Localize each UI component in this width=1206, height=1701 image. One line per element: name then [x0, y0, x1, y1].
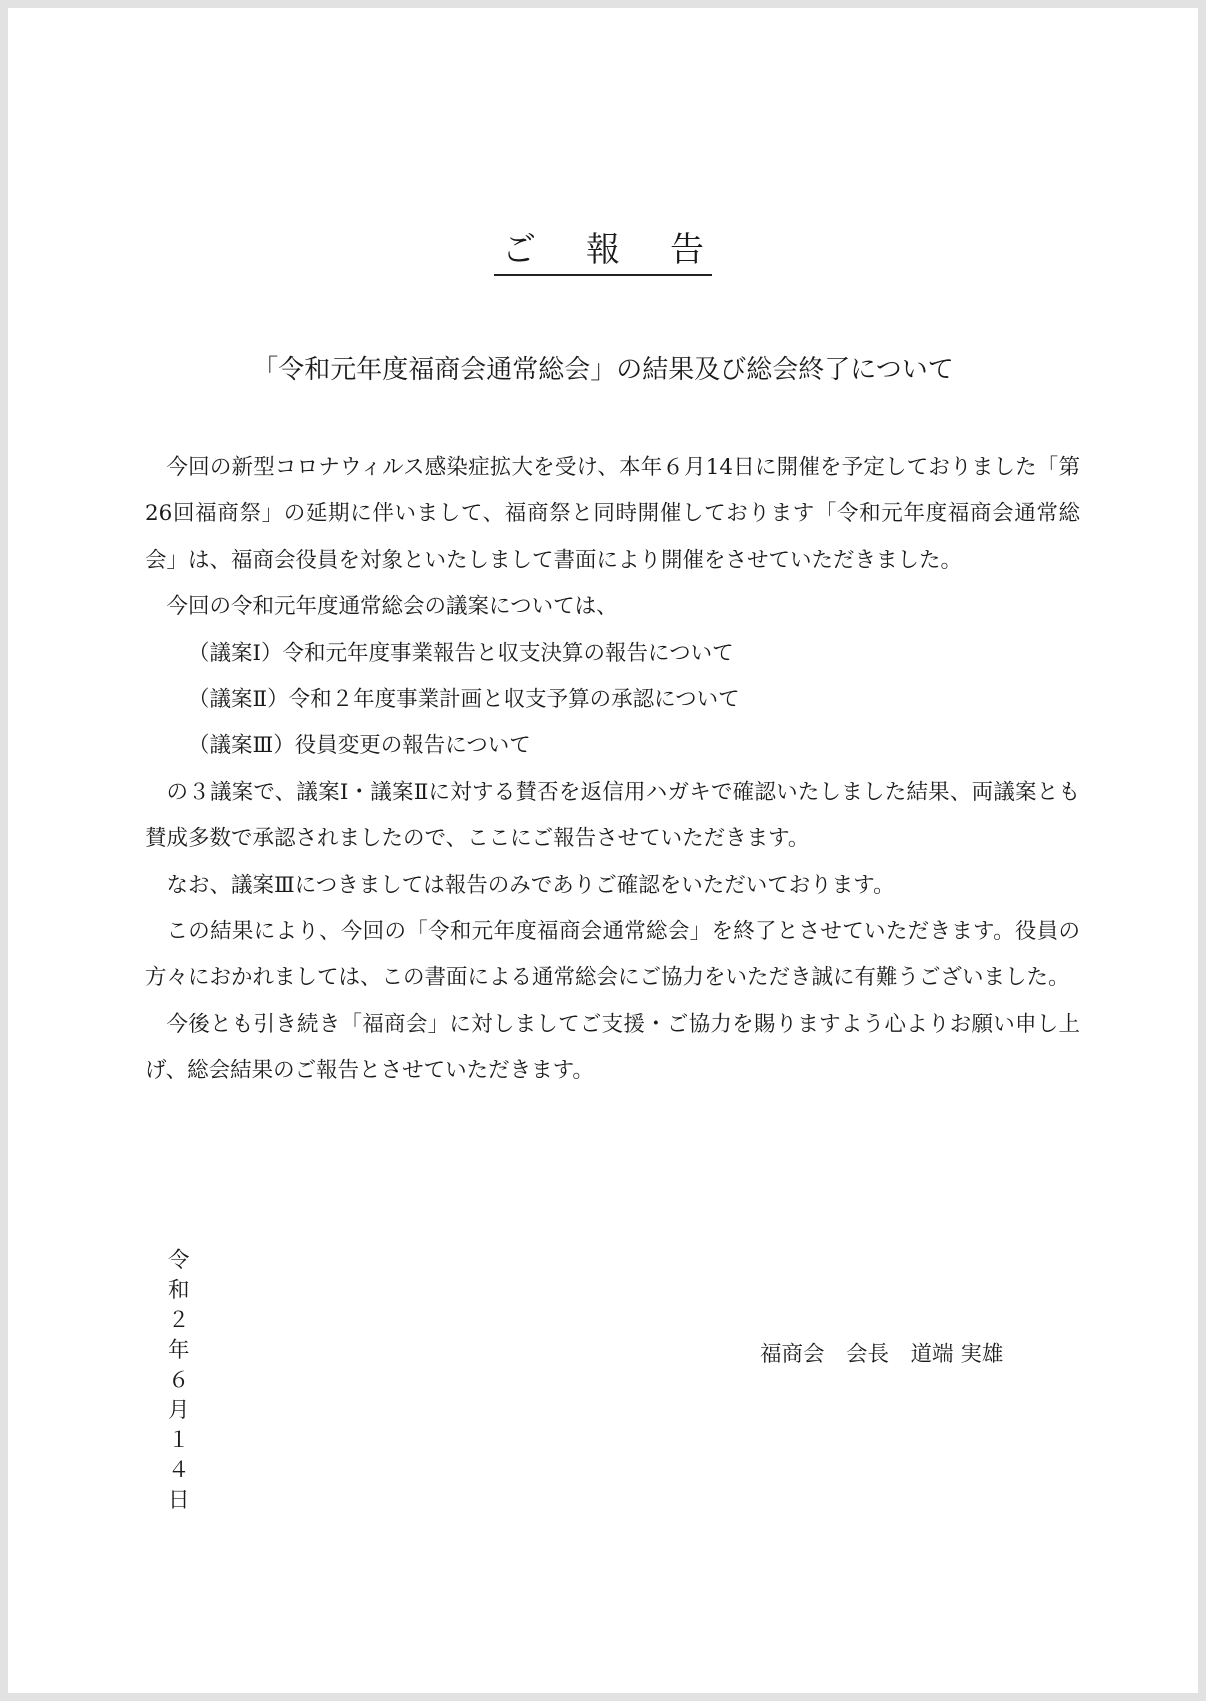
- document-date: 令和２年６月１４日: [168, 1248, 190, 1513]
- title-char: ご: [502, 230, 536, 270]
- paragraph-note: なお、議案Ⅲにつきましては報告のみでありご確認をいただいております。: [166, 872, 895, 898]
- agenda-item-3: （議案Ⅲ）役員変更の報告について: [188, 733, 531, 759]
- paragraph-closing: 今後とも引き続き「福商会」に対しましてご支援・ご協力を賜りますよう心よりお願い申し上げ、総会結果のご報告とさせていただきます。: [145, 1011, 1080, 1084]
- title-char: 報: [586, 230, 620, 270]
- paragraph-intro: 今回の新型コロナウィルス感染症拡大を受け、本年６月14日に開催を予定しておりました「第26回福商祭」の延期に伴いまして、福商祭と同時開催しております「令和元年度福商会通常総会」は、福商会役員を対象といたしまして書面により開催をさせていただきました。: [145, 455, 1080, 573]
- document-subtitle: 「令和元年度福商会通常総会」の結果及び総会終了について: [252, 355, 954, 385]
- document-text: [145, 445, 1080, 1095]
- title-underline: [494, 228, 712, 276]
- title-char: 告: [670, 230, 704, 270]
- document-title: [0, 228, 1206, 276]
- paragraph-agenda-lead: 今回の令和元年度通常総会の議案については、: [166, 594, 618, 620]
- paragraph-conclusion: この結果により、今回の「令和元年度福商会通常総会」を終了とさせていただきます。役員の方々におかれましては、この書面による通常総会にご協力をいただき誠に有難うございました。: [145, 919, 1080, 991]
- agenda-item-1: （議案Ⅰ）令和元年度事業報告と収支決算の報告について: [188, 640, 734, 666]
- document-signature: 福商会 会長 道端 実雄: [760, 1342, 1004, 1367]
- agenda-item-2: （議案Ⅱ）令和２年度事業計画と収支予算の承認について: [188, 687, 740, 713]
- paragraph-result: の３議案で、議案Ⅰ・議案Ⅱに対する賛否を返信用ハガキで確認いたしました結果、両議案とも賛成多数で承認されましたので、ここにご報告させていただきます。: [145, 779, 1080, 852]
